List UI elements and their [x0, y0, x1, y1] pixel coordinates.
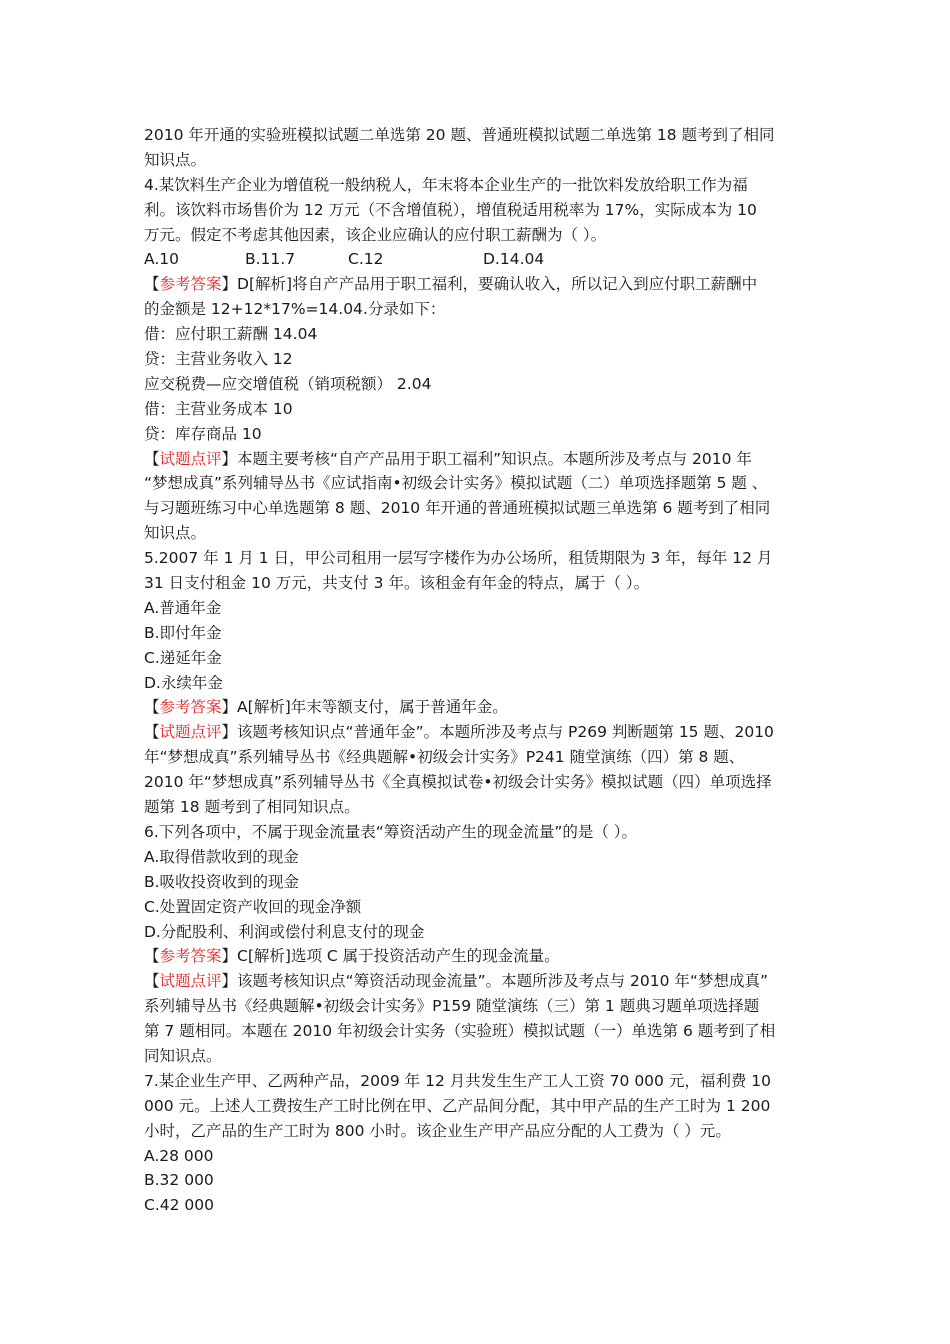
journal-entry: 借：主营业务成本 10	[144, 399, 293, 418]
q5-comment-text: 该题考核知识点“普通年金”。本题所涉及考点与 P269 判断题第 15 题、2010	[237, 723, 774, 742]
q4-answer-cont: 的金额是 12+12*17%=14.04.分录如下：	[144, 300, 446, 319]
q6-comment-text: 该题考核知识点“筹资活动现金流量”。本题所涉及考点与 2010 年“梦想成真”	[237, 972, 768, 991]
q7-stem: 000 元。上述人工费按生产工时比例在甲、乙产品间分配，其中甲产品的生产工时为 1 200	[144, 1096, 771, 1115]
q4-comment-cont: 与习题班练习中心单选题第 8 题、2010 年开通的普通班模拟试题三单选第 6 题考到了相同	[144, 499, 771, 518]
comment-tag: 试题点评	[159, 723, 222, 742]
journal-entry: 借：应付职工薪酬 14.04	[144, 325, 318, 344]
q6-comment: 【试题点评】该题考核知识点“筹资活动现金流量”。本题所涉及考点与 2010 年“梦想成真”	[144, 972, 768, 991]
q4-stem: 利。该饮料市场售价为 12 万元（不含增值税），增值税适用税率为 17%，实际成本为 10	[144, 200, 757, 219]
q7-option-b: B.32 000	[144, 1171, 214, 1190]
q6-stem: 6.下列各项中，不属于现金流量表“筹资活动产生的现金流量”的是（ ）。	[144, 822, 638, 841]
q4-comment-cont: “梦想成真”系列辅导丛书《应试指南•初级会计实务》模拟试题（二）单项选择题第 5 题 、	[144, 474, 768, 493]
q6-option-d: D.分配股利、利润或偿付利息支付的现金	[144, 922, 425, 941]
q4-comment-text: 本题主要考核“自产产品用于职工福利”知识点。本题所涉及考点与 2010 年	[237, 449, 752, 468]
q7-stem: 小时，乙产品的生产工时为 800 小时。该企业生产甲产品应分配的人工费为（ ）元。	[144, 1121, 731, 1140]
q5-comment: 【试题点评】该题考核知识点“普通年金”。本题所涉及考点与 P269 判断题第 15 题、2010	[144, 723, 774, 742]
journal-entry: 贷：库存商品 10	[144, 424, 262, 443]
q5-option-c: C.递延年金	[144, 648, 222, 667]
q4-stem: 万元。假定不考虑其他因素，该企业应确认的应付职工薪酬为（ ）。	[144, 225, 607, 244]
q6-answer-text: C[解析]选项 C 属于投资活动产生的现金流量。	[237, 947, 560, 966]
q4-option-c: C.12	[348, 250, 384, 269]
q5-option-d: D.永续年金	[144, 673, 223, 692]
q6-comment-cont: 系列辅导丛书《经典题解•初级会计实务》P159 随堂演练（三）第 1 题典习题单项选择题	[144, 997, 760, 1016]
q5-comment-cont: 2010 年“梦想成真”系列辅导丛书《全真模拟试卷•初级会计实务》模拟试题（四）单项选择	[144, 773, 772, 792]
q6-option-c: C.处置固定资产收回的现金净额	[144, 897, 362, 916]
q7-option-a: A.28 000	[144, 1146, 214, 1165]
q7-stem: 7.某企业生产甲、乙两种产品，2009 年 12 月共发生生产工人工资 70 000 元，福利费 10	[144, 1071, 771, 1090]
q7-option-c: C.42 000	[144, 1196, 214, 1215]
q4-options	[144, 247, 808, 272]
q5-answer: 【参考答案】A[解析]年末等额支付，属于普通年金。	[144, 698, 508, 717]
q6-answer: 【参考答案】C[解析]选项 C 属于投资活动产生的现金流量。	[144, 947, 560, 966]
q5-stem: 31 日支付租金 10 万元，共支付 3 年。该租金有年金的特点，属于（ ）。	[144, 574, 650, 593]
q5-comment-cont: 年“梦想成真”系列辅导丛书《经典题解•初级会计实务》P241 随堂演练（四）第 8 题、	[144, 748, 745, 767]
q6-option-a: A.取得借款收到的现金	[144, 847, 299, 866]
q4-answer: 【参考答案】D[解析]将自产产品用于职工福利，要确认收入，所以记入到应付职工薪酬中	[144, 275, 758, 294]
answer-tag: 参考答案	[159, 698, 222, 717]
intro-line: 2010 年开通的实验班模拟试题二单选第 20 题、普通班模拟试题二单选第 18 题考到了相同	[144, 126, 775, 144]
q5-option-b: B.即付年金	[144, 623, 222, 642]
q6-comment-cont: 同知识点。	[144, 1046, 222, 1065]
q4-answer-text: D[解析]将自产产品用于职工福利，要确认收入，所以记入到应付职工薪酬中	[237, 275, 758, 294]
intro-line: 知识点。	[144, 150, 207, 169]
q6-comment-cont: 第 7 题相同。本题在 2010 年初级会计实务（实验班）模拟试题（一）单选第 6 题考到了相	[144, 1022, 776, 1041]
journal-entry: 应交税费—应交增值税（销项税额） 2.04	[144, 374, 432, 393]
comment-tag: 试题点评	[159, 972, 222, 991]
q6-option-b: B.吸收投资收到的现金	[144, 872, 300, 891]
q5-comment-cont: 题第 18 题考到了相同知识点。	[144, 798, 360, 817]
q4-stem: 4.某饮料生产企业为增值税一般纳税人，年末将本企业生产的一批饮料发放给职工作为福	[144, 175, 748, 194]
q4-option-b: B.11.7	[245, 250, 296, 269]
q4-option-a: A.10	[144, 250, 179, 269]
q5-answer-text: A[解析]年末等额支付，属于普通年金。	[237, 698, 508, 717]
answer-tag: 参考答案	[159, 947, 222, 966]
journal-entry: 贷：主营业务收入 12	[144, 350, 293, 369]
q4-comment-cont: 知识点。	[144, 524, 207, 543]
q4-comment: 【试题点评】本题主要考核“自产产品用于职工福利”知识点。本题所涉及考点与 2010 年	[144, 449, 752, 468]
q5-option-a: A.普通年金	[144, 598, 222, 617]
answer-tag: 参考答案	[159, 275, 222, 294]
q4-option-d: D.14.04	[483, 250, 545, 269]
comment-tag: 试题点评	[159, 449, 222, 468]
document-page	[144, 123, 808, 1218]
q5-stem: 5.2007 年 1 月 1 日，甲公司租用一层写字楼作为办公场所，租赁期限为 3 年，每年 12 月	[144, 549, 773, 568]
